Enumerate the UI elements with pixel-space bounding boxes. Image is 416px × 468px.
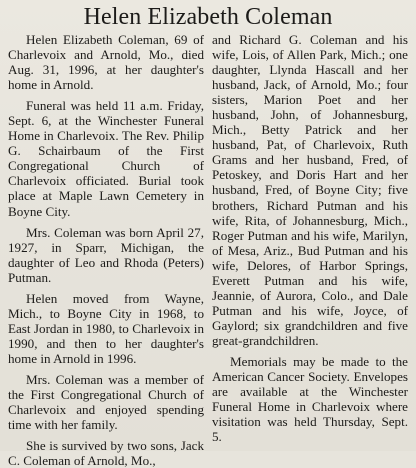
obituary-paragraph: She is survived by two sons, Jack C. Coleman of Arnold, Mo., [8, 438, 204, 468]
left-column [8, 32, 204, 468]
obituary-paragraph: Mrs. Coleman was born April 27, 1927, in Sparr, Michigan, the daughter of Leo and Rhoda (Peters) Putman. [8, 224, 204, 285]
right-column [212, 32, 408, 468]
obituary-paragraph: and Richard G. Coleman and his wife, Lois, of Allen Park, Mich.; one daughter, Llynda Hascall and her husband, Jack, of Arnold, Mo.; four sisters, Marion Poet and her husband, John, of Johannesburg, Mich., Betty Patrick and her husband, Pat, of Charlevoix, Ruth Grams and her husband, Fred, of Petoskey, and Doris Hart and her husband, Fred, of Boyne City; five brothers, Richard Putman and his wife, Rita, of Johannesburg, Mich., Roger Putman and his wife, Marilyn, of Mesa, Ariz., Bud Putman and his wife, Delores, of Harbor Springs, Everett Putman and his wife, Jeannie, of Aurora, Colo., and Dale Putman and his wife, Joyce, of Gaylord; six grandchildren and five great-grandchildren. [212, 32, 408, 348]
obituary-headline: Helen Elizabeth Coleman [83, 4, 333, 30]
obituary-paragraph: Memorials may be made to the American Cancer Society. Envelopes are available at the Winchester Funeral Home in Charlevoix where visitation was held Thursday, Sept. 5. [212, 353, 408, 445]
obituary-paragraph: Funeral was held 11 a.m. Friday, Sept. 6, at the Winchester Funeral Home in Charlevoix. The Rev. Philip G. Schairbaum of the First Congregational Church of Charlevoix officiated. Burial took place at Maple Lawn Cemetery in Boyne City. [8, 98, 204, 219]
obituary-columns [8, 32, 408, 468]
obituary-paragraph: Helen Elizabeth Coleman, 69 of Charlevoix and Arnold, Mo., died Aug. 31, 1996, at her daughter's home in Arnold. [8, 32, 204, 93]
obituary-paragraph: Mrs. Coleman was a member of the First Congregational Church of Charlevoix and enjoyed spending time with her family. [8, 371, 204, 433]
obituary-paragraph: Helen moved from Wayne, Mich., to Boyne City in 1968, to East Jordan in 1980, to Charlevoix in 1990, and then to her daughter's home in Arnold in 1996. [8, 290, 204, 366]
